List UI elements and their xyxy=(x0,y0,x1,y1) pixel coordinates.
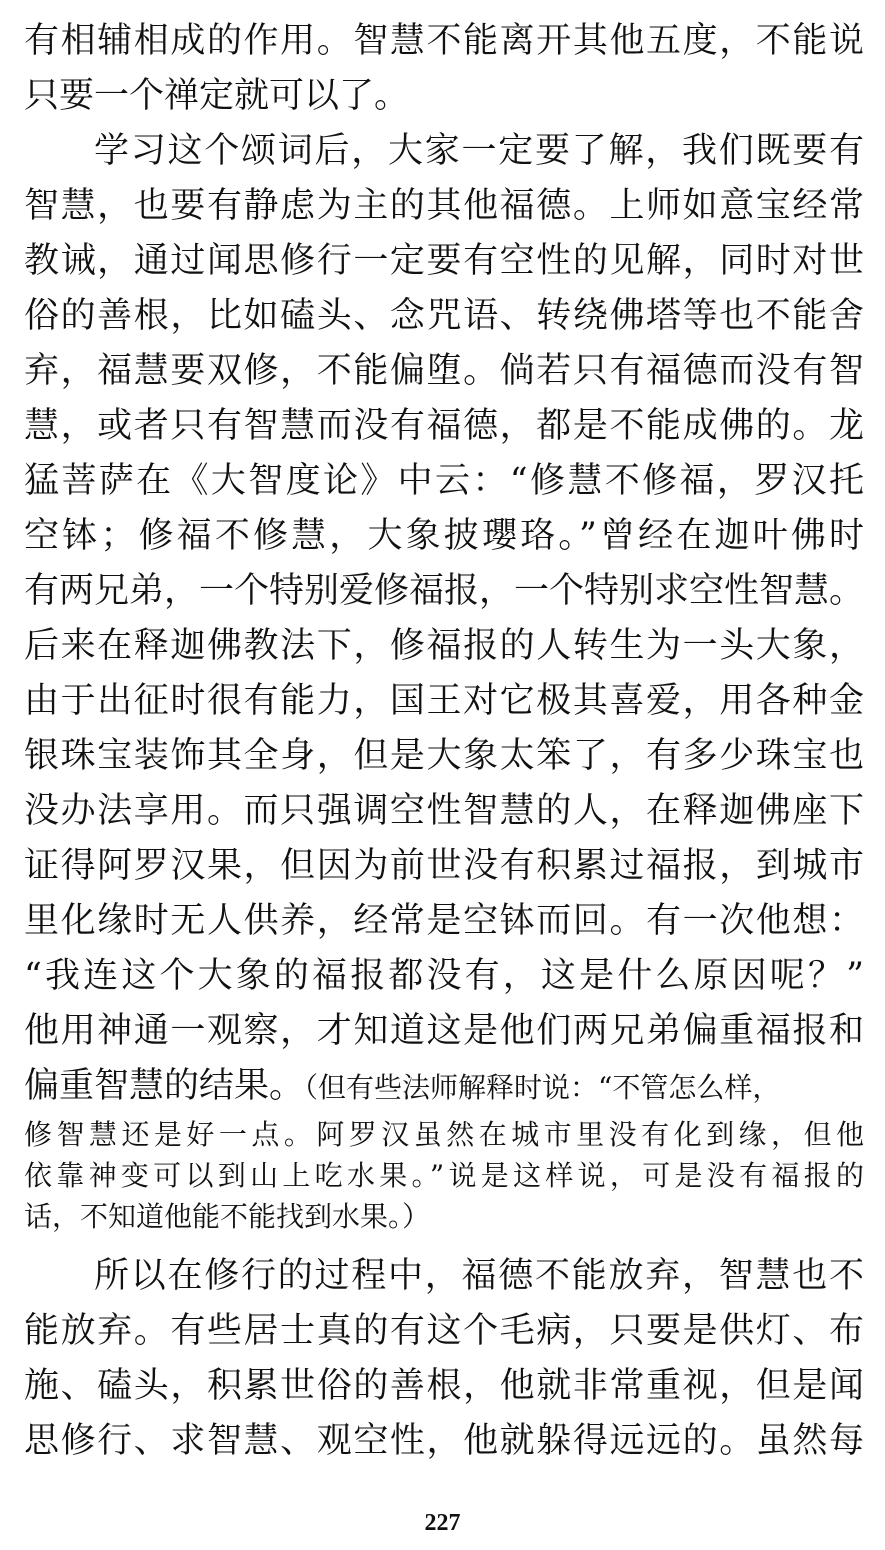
paragraph-first-line: 学习这个颂词后，大家一定要了解，我们既要有 xyxy=(94,131,864,171)
document-body xyxy=(24,14,864,1469)
text-line: “我连这个大象的福报都没有，这是什么原因呢？” xyxy=(24,956,864,996)
text-line: 里化缘时无人供养，经常是空钵而回。有一次他想： xyxy=(24,901,864,941)
note-line: 修智慧还是好一点。阿罗汉虽然在城市里没有化到缘，但他 xyxy=(24,1118,864,1151)
text-line: 思修行、求智慧、观空性，他就躲得远远的。虽然每 xyxy=(24,1421,864,1461)
text-line: 由于出征时很有能力，国王对它极其喜爱，用各种金 xyxy=(24,681,864,721)
text-line: 有相辅相成的作用。智慧不能离开其他五度，不能说 xyxy=(24,21,864,61)
text-segment: 偏重智慧的结果。 xyxy=(24,1066,305,1106)
note-line: 话，不知道他能不能找到水果。） xyxy=(24,1200,431,1233)
text-line: 他用神通一观察，才知道这是他们两兄弟偏重福报和 xyxy=(24,1011,864,1051)
paragraph-first-line: 所以在修行的过程中，福德不能放弃，智慧也不 xyxy=(94,1256,864,1296)
text-line-with-note xyxy=(24,1059,864,1114)
note-line: 依靠神变可以到山上吃水果。”说是这样说，可是没有福报的 xyxy=(24,1159,864,1192)
note-lead: （但有些法师解释时说：“不管怎么样， xyxy=(304,1071,781,1104)
text-line: 银珠宝装饰其全身，但是大象太笨了，有多少珠宝也 xyxy=(24,736,864,776)
text-line: 猛菩萨在《大智度论》中云：“修慧不修福，罗汉托 xyxy=(24,461,864,501)
text-line: 俗的善根，比如磕头、念咒语、转绕佛塔等也不能舍 xyxy=(24,296,864,336)
text-line: 弃，福慧要双修，不能偏堕。倘若只有福德而没有智 xyxy=(24,351,864,391)
page-number: 227 xyxy=(424,1510,461,1536)
text-line: 智慧，也要有静虑为主的其他福德。上师如意宝经常 xyxy=(24,186,864,226)
text-line: 空钵；修福不修慧，大象披瓔珞。”曾经在迦叶佛时 xyxy=(24,516,864,556)
text-line: 教诫，通过闻思修行一定要有空性的见解，同时对世 xyxy=(24,241,864,281)
text-line: 证得阿罗汉果，但因为前世没有积累过福报，到城市 xyxy=(24,846,864,886)
text-line: 没办法享用。而只强调空性智慧的人，在释迦佛座下 xyxy=(24,791,864,831)
text-line: 能放弃。有些居士真的有这个毛病，只要是供灯、布 xyxy=(24,1311,864,1351)
text-line: 施、磕头，积累世俗的善根，他就非常重视，但是闻 xyxy=(24,1366,864,1406)
text-line: 只要一个禅定就可以了。 xyxy=(24,76,410,116)
spacer xyxy=(24,1237,864,1249)
text-line: 慧，或者只有智慧而没有福德，都是不能成佛的。龙 xyxy=(24,406,864,446)
text-line: 有两兄弟，一个特别爱修福报，一个特别求空性智慧。 xyxy=(24,571,865,611)
text-line: 后来在释迦佛教法下，修福报的人转生为一头大象， xyxy=(24,626,864,666)
